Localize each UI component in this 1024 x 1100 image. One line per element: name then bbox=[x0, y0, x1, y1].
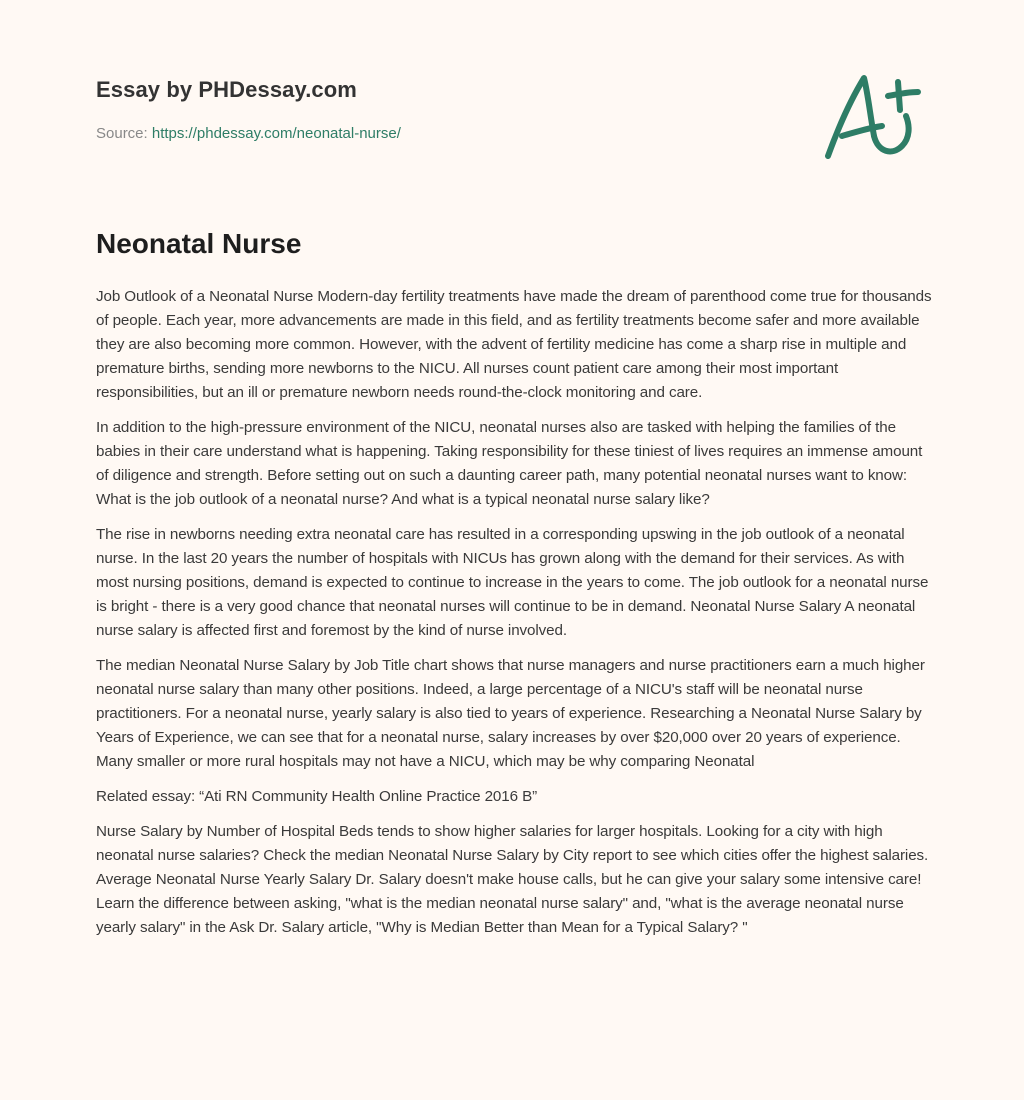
essay-body bbox=[96, 285, 934, 951]
source-line bbox=[96, 124, 401, 144]
paragraph: The rise in newborns needing extra neonatal care has resulted in a corresponding upswing in the job outlook of a neonatal nurse. In the last 20 years the number of hospitals with NICUs has grown along with the demand for their services. As with most nursing positions, demand is expected to continue to increase in the years to come. The job outlook for a neonatal nurse is bright - there is a very good chance that neonatal nurses will continue to be in demand. Neonatal Nurse Salary A neonatal nurse salary is affected first and foremost by the kind of nurse involved. bbox=[96, 526, 929, 639]
paragraph: The median Neonatal Nurse Salary by Job Title chart shows that nurse managers and nurse practitioners earn a much higher neonatal nurse salary than many other positions. Indeed, a large percentage of a NICU's staff will be neonatal nurse practitioners. For a neonatal nurse, yearly salary is also tied to years of experience. Researching a Neonatal Nurse Salary by Years of Experience, we can see that for a neonatal nurse, salary increases by over $20,000 over 20 years of experience. Many smaller or more rural hospitals may not have a NICU, which may be why comparing Neonatal bbox=[96, 657, 925, 770]
related-essay-link[interactable]: Related essay: “Ati RN Community Health Online Practice 2016 B” bbox=[96, 788, 538, 805]
paragraph: Nurse Salary by Number of Hospital Beds tends to show higher salaries for larger hospitals. Looking for a city with high neonatal nurse salaries? Check the median Neonatal Nurse Salary by City report to see which cities offer the highest salaries. Average Neonatal Nurse Yearly Salary Dr. Salary doesn't make house calls, but he can give your salary some intensive care! Learn the difference between asking, "what is the median neonatal nurse salary" and, "what is the average neonatal nurse yearly salary" in the Ask Dr. Salary article, "Why is Median Better than Mean for a Typical Salary? " bbox=[96, 823, 929, 936]
site-title: Essay by PHDessay.com bbox=[96, 77, 357, 102]
source-label: Source: bbox=[96, 125, 148, 142]
paragraph: In addition to the high-pressure environment of the NICU, neonatal nurses also are tasked with helping the families of the babies in their care understand what is happening. Taking responsibility for these tiniest of lives requires an immense amount of diligence and strength. Before setting out on such a daunting career path, many potential neonatal nurses want to know: What is the job outlook of a neonatal nurse? And what is a typical neonatal nurse salary like? bbox=[96, 419, 923, 508]
a-plus-grade-icon bbox=[818, 64, 930, 168]
paragraph: Job Outlook of a Neonatal Nurse Modern-day fertility treatments have made the dream of parenthood come true for thousands of people. Each year, more advancements are made in this field, and as fertility treatments become safer and more available they are also becoming more common. However, with the advent of fertility medicine has come a sharp rise in multiple and premature births, sending more newborns to the NICU. All nurses count patient care among their most important responsibilities, but an ill or premature newborn needs round-the-clock monitoring and care. bbox=[96, 288, 932, 401]
source-link[interactable]: https://phdessay.com/neonatal-nurse/ bbox=[151, 125, 401, 142]
document-title: Neonatal Nurse bbox=[96, 228, 302, 259]
page-header bbox=[96, 74, 401, 144]
